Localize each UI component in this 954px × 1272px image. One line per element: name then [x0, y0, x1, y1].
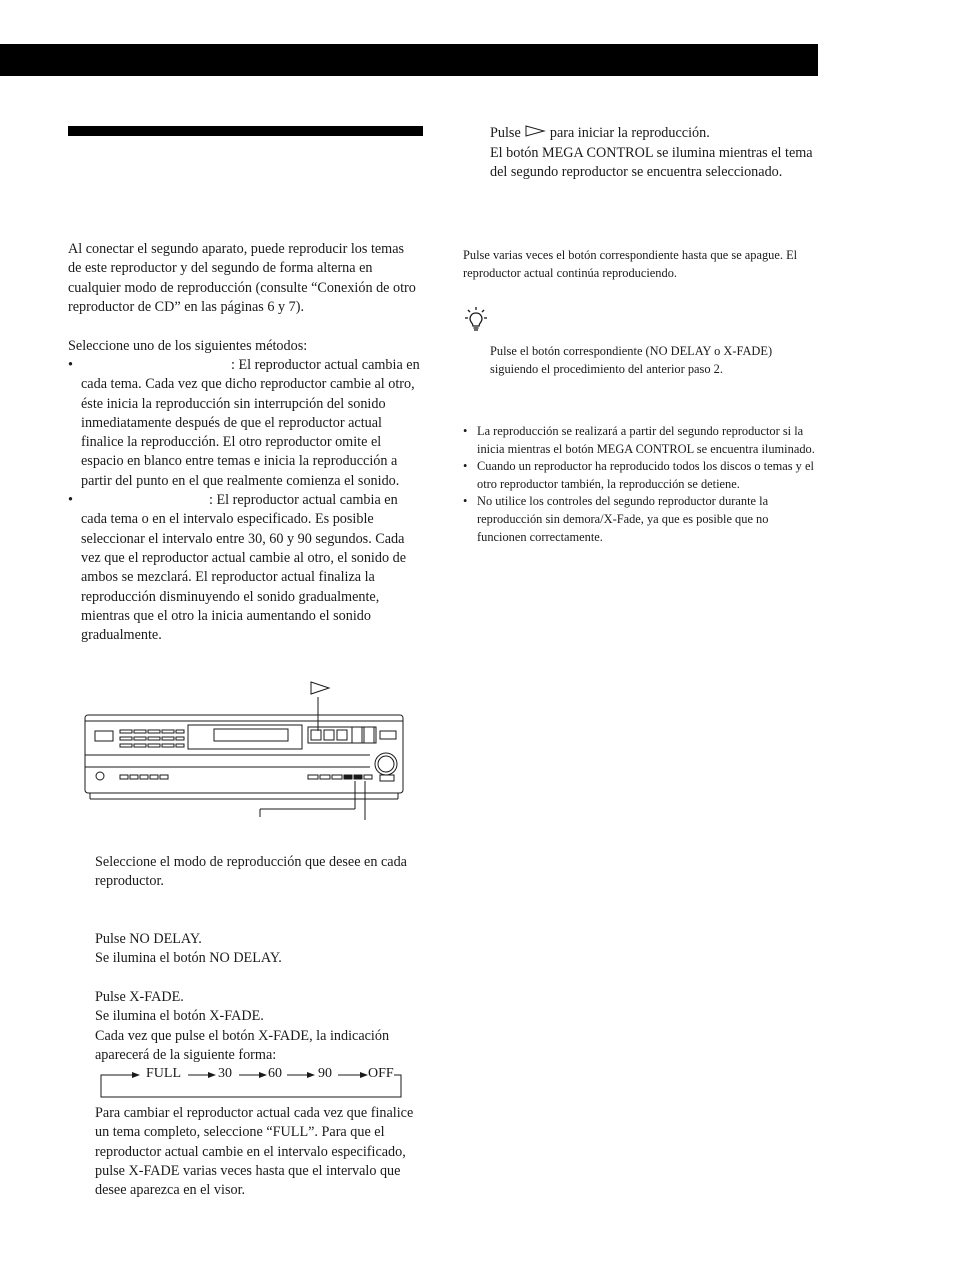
sequence-30: 30	[218, 1066, 232, 1081]
intro-paragraph: Al conectar el segundo aparato, puede reproducir los temas de este reproductor y del segundo de forma alterna en cualquier modo de reproducción (consulte “Conexión de otro reproductor de CD” en las páginas 6 y 7).	[68, 241, 416, 315]
methods-list	[68, 356, 423, 645]
no-delay-step: Pulse NO DELAY.	[95, 931, 202, 947]
play-label-icon	[311, 682, 329, 694]
method-no-delay	[68, 356, 423, 491]
step-3-text	[490, 124, 820, 143]
method-x-fade-text: : El reproductor actual cambia en cada tema o en el intervalo especificado. Es posible seleccionar el intervalo entre 30, 60 y 90 segundos. Cada vez que el reproductor actual cambie al otro, el sonido de ambos se mezclará. El reproductor actual finaliza la reproducción disminuyendo el sonido gradualmente, mientras que el otro la inicia aumentando el sonido gradualmente.	[81, 492, 406, 644]
x-fade-button	[354, 775, 362, 779]
note-item: • La reproducción se realizará a partir del segundo reproductor si la inicia mientras el botón MEGA CONTROL se encuentra iluminado.	[463, 423, 821, 458]
sequence-arrows	[96, 1066, 406, 1100]
method-no-delay-text: : El reproductor actual cambia en cada tema. Cada vez que dicho reproductor cambie al otro, éste inicia la reproducción sin interrupción del sonido inmediatamente después de que el reproductor actual finalice la reproducción. El otro reproductor omite el espacio en blanco entre temas e inicia la reproducción a partir del punto en el que realmente comienza el sonido.	[81, 357, 420, 489]
note-item: • No utilice los controles del segundo reproductor durante la reproducción sin demora/X-Fade, ya que es posible que no funcionen correctamente.	[463, 493, 821, 546]
play-triangle-icon	[524, 125, 546, 137]
x-fade-step: Pulse X-FADE.	[95, 989, 184, 1005]
cancel-text: Pulse varias veces el botón correspondiente hasta que se apague. El reproductor actual continúa reproduciendo.	[463, 248, 798, 280]
method-x-fade	[68, 491, 423, 645]
no-delay-button	[344, 775, 352, 779]
sequence-90: 90	[318, 1066, 332, 1081]
note-item: • Cuando un reproductor ha reproducido todos los discos o temas y el otro reproductor también, la reproducción se detiene.	[463, 458, 821, 493]
header-bar	[0, 44, 818, 76]
tip-text: Pulse el botón correspondiente (NO DELAY o X-FADE) siguiendo el procedimiento del anterior paso 2.	[490, 344, 773, 376]
sequence-full: FULL	[146, 1066, 181, 1081]
step-3-pre: Pulse	[490, 125, 521, 141]
notes-list	[463, 423, 821, 546]
section-rule	[68, 126, 423, 136]
step-3-result: El botón MEGA CONTROL se ilumina mientras el tema del segundo reproductor se encuentra seleccionado.	[490, 145, 813, 181]
x-fade-explanation: Para cambiar el reproductor actual cada vez que finalice un tema completo, seleccione “FULL”. Para que el reproductor actual cambie en el intervalo especificado, pulse X-FADE varias veces hasta que el intervalo que desee aparezca en el visor.	[95, 1105, 414, 1199]
step-1-text: Seleccione el modo de reproducción que desee en cada reproductor.	[95, 854, 407, 890]
x-fade-sequence	[96, 1066, 406, 1100]
sequence-off: OFF	[368, 1066, 394, 1081]
step-3-post: para iniciar la reproducción.	[549, 125, 710, 141]
select-methods-text: Seleccione uno de los siguientes métodos:	[68, 338, 308, 354]
sequence-60: 60	[268, 1066, 282, 1081]
lightbulb-icon	[465, 306, 487, 332]
x-fade-result: Se ilumina el botón X-FADE.	[95, 1008, 264, 1024]
cd-player-illustration	[80, 675, 410, 825]
no-delay-result: Se ilumina el botón NO DELAY.	[95, 950, 282, 966]
x-fade-indication: Cada vez que pulse el botón X-FADE, la indicación aparecerá de la siguiente forma:	[95, 1028, 390, 1064]
